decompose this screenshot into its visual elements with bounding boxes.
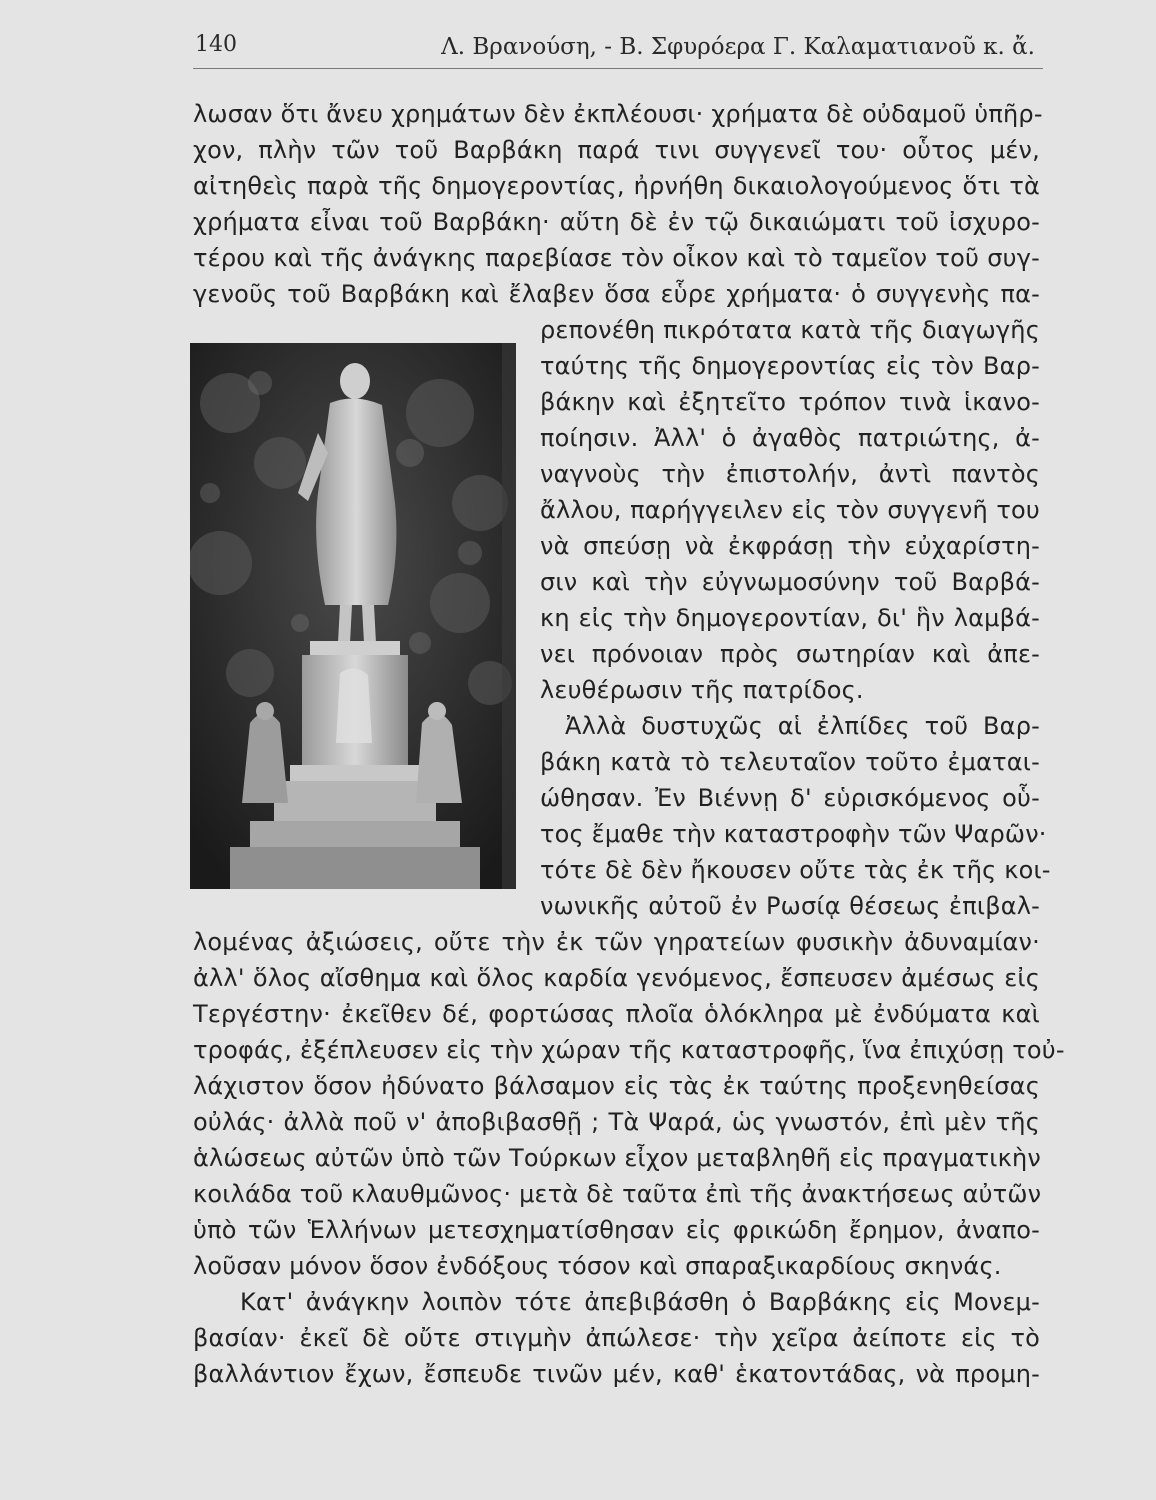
text-line: χρήματα εἶναι τοῦ Βαρβάκη· αὕτη δὲ ἐν τῷ δικαιώματι τοῦ ἰσχυρο- [193, 208, 1040, 236]
text-line: ποίησιν. Ἀλλ' ὁ ἀγαθὸς πατριώτης, ἀ- [540, 424, 1040, 452]
text-line: νωνικῆς αὐτοῦ ἐν Ρωσίᾳ θέσεως ἐπιβαλ- [540, 892, 1040, 920]
text-line: χον, πλὴν τῶν τοῦ Βαρβάκη παρά τινι συγγενεῖ του· οὗτος μέν, [193, 136, 1040, 164]
text-line: νὰ σπεύσῃ νὰ ἐκφράσῃ τὴν εὐχαρίστη- [540, 532, 1040, 560]
text-line: λομένας ἀξιώσεις, οὔτε τὴν ἐκ τῶν γηρατείων φυσικὴν ἀδυναμίαν· [193, 928, 1040, 956]
text-line: τότε δὲ δὲν ἤκουσεν οὔτε τὰς ἐκ τῆς κοι- [540, 856, 1051, 884]
text-line: οὐλάς· ἀλλὰ ποῦ ν' ἀποβιβασθῇ ; Τὰ Ψαρά, ὡς γνωστόν, ἐπὶ μὲν τῆς [193, 1108, 1040, 1136]
text-line: λευθέρωσιν τῆς πατρίδος. [540, 676, 864, 704]
statue-photograph [190, 343, 516, 889]
text-line: Τεργέστην· ἐκεῖθεν δέ, φορτώσας πλοῖα ὁλόκληρα μὲ ἐνδύματα καὶ [193, 1000, 1040, 1028]
text-line: ναγνοὺς τὴν ἐπιστολήν, ἀντὶ παντὸς [540, 460, 1040, 488]
paragraph-start: Ἀλλὰ δυστυχῶς αἱ ἐλπίδες τοῦ Βαρ- [565, 712, 1040, 740]
text-line: βάκη κατὰ τὸ τελευταῖον τοῦτο ἐμαται- [540, 748, 1040, 776]
text-line: τος ἔμαθε τὴν καταστροφὴν τῶν Ψαρῶν· [540, 820, 1047, 848]
text-line: λάχιστον ὅσον ἠδύνατο βάλσαμον εἰς τὰς ἐκ ταύτης προξενηθείσας [193, 1072, 1040, 1100]
header-rule [193, 68, 1043, 69]
text-line: κη εἰς τὴν δημογεροντίαν, δι' ἣν λαμβά- [540, 604, 1040, 632]
text-line: λωσαν ὅτι ἄνευ χρημάτων δὲν ἐκπλέουσι· χρήματα δὲ οὐδαμοῦ ὑπῆρ- [193, 100, 1043, 128]
text-line: ὑπὸ τῶν Ἑλλήνων μετεσχηματίσθησαν εἰς φρικώδη ἔρημον, ἀναπο- [193, 1216, 1040, 1244]
text-line: ἄλλου, παρήγγειλεν εἰς τὸν συγγενῆ του [540, 496, 1040, 524]
text-line: ταύτης τῆς δημογεροντίας εἰς τὸν Βαρ- [540, 352, 1040, 380]
text-line: ἁλώσεως αὐτῶν ὑπὸ τῶν Τούρκων εἶχον μεταβληθῆ εἰς πραγματικὴν [193, 1144, 1041, 1172]
text-line: βάκην καὶ ἐξητεῖτο τρόπον τινὰ ἱκανο- [540, 388, 1040, 416]
text-line: γενοῦς τοῦ Βαρβάκη καὶ ἔλαβεν ὅσα εὗρε χρήματα· ὁ συγγενὴς πα- [193, 280, 1040, 308]
text-line: τροφάς, ἐξέπλευσεν εἰς τὴν χώραν τῆς καταστροφῆς, ἵνα ἐπιχύσῃ τοὐ- [193, 1036, 1065, 1064]
running-head: Λ. Βρανούση, - Β. Σφυρόερα Γ. Καλαματιανοῦ κ. ἄ. [441, 34, 1035, 60]
text-line: λοῦσαν μόνον ὅσον ἐνδόξους τόσον καὶ σπαραξικαρδίους σκηνάς. [193, 1252, 1002, 1280]
page-header [193, 28, 1043, 68]
text-line: αἰτηθεὶς παρὰ τῆς δημογεροντίας, ἠρνήθη δικαιολογούμενος ὅτι τὰ [193, 172, 1040, 200]
page-number: 140 [195, 32, 237, 57]
text-line: ώθησαν. Ἐν Βιέννῃ δ' εὑρισκόμενος οὗ- [540, 784, 1040, 812]
paragraph-start: Κατ' ἀνάγκην λοιπὸν τότε ἀπεβιβάσθη ὁ Βαρβάκης εἰς Μονεμ- [240, 1288, 1040, 1316]
text-line: ρεπονέθη πικρότατα κατὰ τῆς διαγωγῆς [540, 316, 1040, 344]
text-line: τέρου καὶ τῆς ἀνάγκης παρεβίασε τὸν οἶκον καὶ τὸ ταμεῖον τοῦ συγ- [193, 244, 1040, 272]
text-line: βαλλάντιον ἔχων, ἔσπευδε τινῶν μέν, καθ' ἑκατοντάδας, νὰ προμη- [193, 1360, 1040, 1388]
text-line: ἀλλ' ὅλος αἴσθημα καὶ ὅλος καρδία γενόμενος, ἔσπευσεν ἀμέσως εἰς [193, 964, 1040, 992]
text-line: σιν καὶ τὴν εὐγνωμοσύνην τοῦ Βαρβά- [540, 568, 1040, 596]
text-line: κοιλάδα τοῦ κλαυθμῶνος· μετὰ δὲ ταῦτα ἐπὶ τῆς ἀνακτήσεως αὐτῶν [193, 1180, 1042, 1208]
text-line: βασίαν· ἐκεῖ δὲ οὔτε στιγμὴν ἀπώλεσε· τὴν χεῖρα ἀείποτε εἰς τὸ [193, 1324, 1040, 1352]
text-line: νει πρόνοιαν πρὸς σωτηρίαν καὶ ἀπε- [540, 640, 1040, 668]
